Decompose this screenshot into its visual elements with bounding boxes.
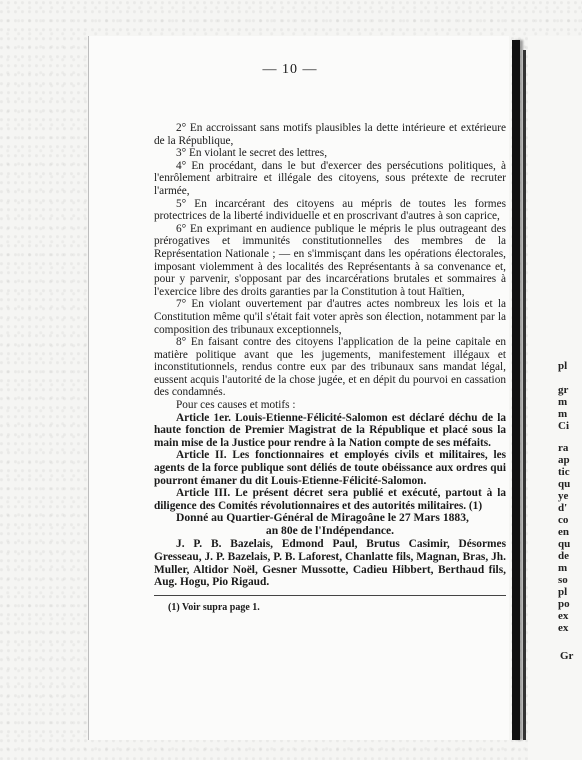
paragraph: 2° En accroissant sans motifs plausibles la dette intérieure et extérieure de la République, xyxy=(154,122,506,147)
date-line-1: Donné au Quartier-Général de Miragoâne le 27 Mars 1883, xyxy=(176,511,469,525)
fragment: pl xyxy=(558,360,568,372)
fragment: ex xyxy=(558,622,569,634)
signatories: J. P. B. Bazelais, Edmond Paul, Brutus Casimir, Désormes Gresseau, J. P. Bazelais, P. B. Laforest, Chanlatte fils, Magnan, Bras, Jh. Muller, Altidor Noël, Gesner Mussotte, Cadieu Hibbert, Berthaud fils, Aug. Hogu, Pio Rigaud. xyxy=(154,538,506,589)
fragment: po xyxy=(558,598,570,610)
paragraph: 5° En incarcérant des citoyens au mépris de toutes les formes protectrices de la liberté individuelle et en proscrivant d'autres à son caprice, xyxy=(154,197,506,223)
fragment: co xyxy=(558,514,569,526)
article: Article III. Le présent décret sera publié et exécuté, partout à la diligence des Comités révolutionnaires et des autorités militaires. (1) xyxy=(154,487,506,512)
fragment: Gr xyxy=(560,650,574,662)
article: Article 1er. Louis-Etienne-Félicité-Salomon est déclaré déchu de la haute fonction de Premier Magistrat de la République et placé sous la main mise de la Justice pour rendre à la Nation compte de ses méfaits. xyxy=(154,411,506,449)
fragment: m xyxy=(558,408,568,420)
binding-edge xyxy=(523,50,526,740)
fragment: tic xyxy=(558,466,570,478)
fragment: m xyxy=(558,562,568,574)
binding-gutter xyxy=(512,40,520,740)
paragraph: 8° En faisant contre des citoyens l'application de la peine capitale en matière politique avant que les jugements, manifestement illégaux et inconstitutionnels, rendus contre eux par des tribunaux sans mandat légal, eussent acquis l'autorité de la chose jugée, et en dépit du pourvoi en cassation des condamnés. xyxy=(154,336,506,399)
fragment: m xyxy=(558,396,568,408)
date-line-2: an 80e de l'Indépendance. xyxy=(265,524,395,538)
article: Article II. Les fonctionnaires et employés civils et militaires, les agents de la force publique sont déliés de toute obéissance aux ordres qui pourront émaner du dit Louis-Etienne-Félicité-Salomon. xyxy=(154,449,506,487)
fragment: d' xyxy=(558,502,568,514)
fragment: so xyxy=(558,574,568,586)
page-number: — 10 — xyxy=(262,62,318,77)
fragment: Ci xyxy=(558,420,569,432)
date-line xyxy=(154,512,506,538)
fragment: ye xyxy=(558,490,569,502)
fragment: pl xyxy=(558,586,568,598)
page-text xyxy=(154,122,506,615)
fragment: qu xyxy=(558,478,571,490)
paragraph: 3° En violant le secret des lettres, xyxy=(176,147,328,160)
fragment: ap xyxy=(558,454,570,466)
paragraph: 6° En exprimant en audience publique le mépris le plus outrageant des prérogatives et immunités constitutionnelles des membres de la Représentation Nationale ; — en s'immisçant dans les opérations électorales, imposant violemment à des localités des Représentants à sa convenance et, pour y parvenir, s'opposant par des incarcérations brutales et sommaires à l'exercice libre des droits garanties par la Constitution à tout Haïtien, xyxy=(154,222,506,298)
paragraph: Pour ces causes et motifs : xyxy=(176,399,296,412)
paragraph: 4° En procédant, dans le but d'exercer des persécutions politiques, à l'enrôlement arbitraire et illégale des citoyens, sous prétexte de recruter l'armée, xyxy=(154,159,506,197)
footnote: (1) Voir supra page 1. xyxy=(168,602,260,614)
fragment: gr xyxy=(558,384,569,396)
right-page-edge xyxy=(528,36,582,760)
fragment: ex xyxy=(558,610,569,622)
footnote-rule xyxy=(154,595,506,596)
fragment: de xyxy=(558,550,569,562)
fragment: en xyxy=(558,526,569,538)
fragment: qu xyxy=(558,538,571,550)
fragment: ra xyxy=(558,442,569,454)
paragraph: 7° En violant ouvertement par d'autres actes nombreux les lois et la Constitution même qu'il s'était fait voter après son élection, notamment par la composition des tribunaux exceptionnels, xyxy=(154,298,506,336)
